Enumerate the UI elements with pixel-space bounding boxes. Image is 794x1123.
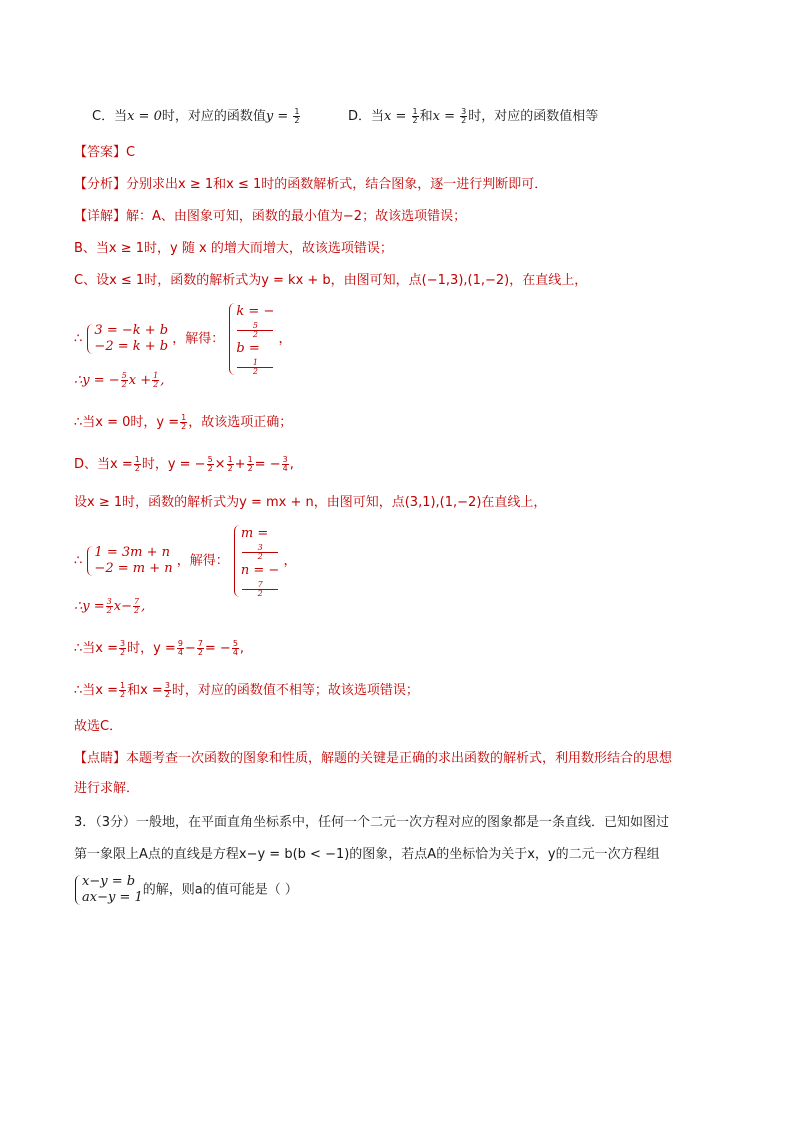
detail-line-c: C、设x ≤ 1时，函数的解析式为y = kx + b，由图可知，点(−1,3),(1,−2)，在直线上， bbox=[74, 273, 588, 288]
question-3-system: x−y = b ax−y = 1 的解，则a的值可能是（ ） bbox=[74, 874, 298, 906]
system-1: ∴ 3 = −k + b −2 = k + b ，解得： k = − 5 2 b = 1 2 ， bbox=[74, 304, 292, 376]
detail-set-m: 设x ≥ 1时，函数的解析式为y = mx + n，由图可知，点(3,1),(1,−2)在直线上， bbox=[74, 495, 547, 510]
question-3-line-2: 第一象限上A点的直线是方程x−y = b(b < −1)的图象，若点A的坐标恰为关于x，y的二元一次方程组 bbox=[74, 847, 660, 862]
answer-value: C bbox=[126, 145, 136, 160]
detail-line-b: B、当x ≥ 1时，y 随 x 的增大而增大，故该选项错误； bbox=[74, 241, 393, 256]
detail-line-a: 【详解】解：A、由图象可知，函数的最小值为−2；故该选项错误； bbox=[74, 209, 467, 224]
question-3-line-1: 3．（3分）一般地，在平面直角坐标系中，任何一个二元一次方程对应的图象都是一条直线．已知如图过 bbox=[74, 815, 670, 830]
option-c: C．当x = 0时，对应的函数值y = $\frac{1}{2}$ bbox=[92, 107, 300, 125]
comment-line-2: 进行求解． bbox=[74, 781, 140, 796]
eq-y2: ∴y = $\frac{3}{2}$ x− $\frac{7}{2}$ , bbox=[74, 597, 146, 615]
answer-tag: 【答案】 bbox=[74, 145, 127, 160]
option-d: D．当x = $\frac{1}{2}$ 和x = $\frac{3}{2}$ 时，对应的函数值相等 bbox=[348, 107, 599, 125]
analysis: 【分析】分别求出x ≥ 1和x ≤ 1时的函数解析式，结合图象，逐一进行判断即可． bbox=[74, 177, 548, 192]
system-2: ∴ 1 = 3m + n −2 = m + n ，解得： m = 3 2 n = − 7 2 ， bbox=[74, 526, 297, 598]
eq-y1: ∴y = − $\frac{5}{2}$ x + $\frac{1}{2}$ , bbox=[74, 371, 165, 389]
choose-answer: 故选C． bbox=[74, 719, 123, 734]
answer bbox=[74, 144, 135, 162]
conclusion: ∴当x = $\frac{1}{2}$ 和x = $\frac{3}{2}$ 时，对应的函数值不相等；故该选项错误； bbox=[74, 681, 419, 699]
when-x32: ∴当x = $\frac{3}{2}$ 时，y = $\frac{9}{4}$ − $\frac{7}{2}$ = − $\frac{5}{4}$ , bbox=[74, 639, 245, 657]
comment-line-1: 【点睛】本题考查一次函数的图象和性质，解题的关键是正确的求出函数的解析式，利用数形结合的思想 bbox=[74, 751, 673, 766]
detail-line-d: D、当x = $\frac{1}{2}$ 时，y = − $\frac{5}{2}$ × $\frac{1}{2}$ + $\frac{1}{2}$ = − $\frac{3}{4}$ , bbox=[74, 455, 294, 473]
when-x0: ∴当x = 0时，y = $\frac{1}{2}$ ，故该选项正确； bbox=[74, 413, 293, 431]
